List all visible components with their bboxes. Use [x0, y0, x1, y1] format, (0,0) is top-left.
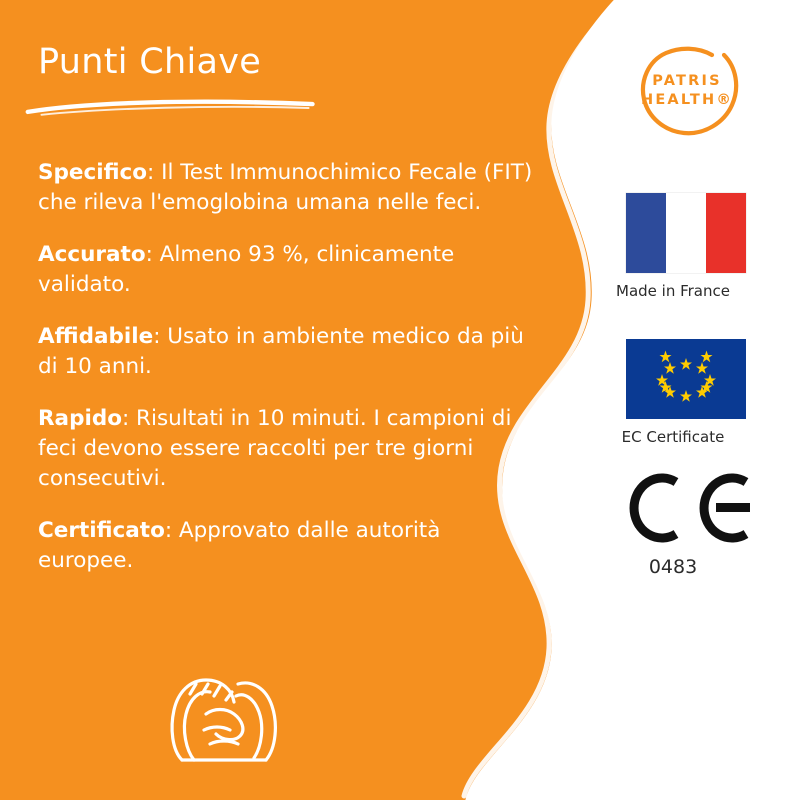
france-flag-icon	[626, 193, 746, 273]
bullet-text: : Risultati in 10 minuti. I campioni di feci devono essere raccolti per tre giorni consecutivi.	[38, 406, 512, 491]
bullet-label: Accurato	[38, 242, 146, 267]
page-title: Punti Chiave	[38, 42, 262, 82]
logo-line-1: PATRIS	[652, 73, 722, 89]
flag-stripe-white	[666, 193, 706, 273]
bullet-label: Certificato	[38, 518, 165, 543]
logo-line-2: HEALTH	[640, 92, 717, 108]
list-item	[38, 158, 538, 218]
title-underline-brushstroke	[20, 96, 332, 118]
made-in-france-caption: Made in France	[616, 282, 730, 300]
registered-mark: ®	[716, 92, 734, 108]
logo-wordmark	[610, 72, 764, 110]
bullet-text: : Il Test Immunochimico Fecale (FIT) che rileva l'emoglobina umana nelle feci.	[38, 160, 533, 215]
bullet-text: : Usato in ambiente medico da più di 10 anni.	[38, 324, 524, 379]
certification-badges-column	[600, 0, 800, 800]
flag-stripe-red	[706, 193, 746, 273]
ec-certificate-caption: EC Certificate	[621, 428, 725, 446]
bullet-text: : Almeno 93 %, clinicamente validato.	[38, 242, 455, 297]
list-item	[38, 322, 538, 382]
eu-flag-icon	[626, 339, 746, 419]
list-item	[38, 516, 538, 576]
bullet-label: Affidabile	[38, 324, 154, 349]
ce-mark-icon	[624, 470, 754, 546]
bullet-text: : Approvato dalle autorità europee.	[38, 518, 441, 573]
patris-health-logo	[610, 30, 790, 160]
list-item	[38, 404, 538, 494]
intestine-icon	[160, 668, 290, 768]
bullet-label: Rapido	[38, 406, 122, 431]
eu-stars	[626, 339, 746, 419]
key-points-list	[38, 158, 538, 598]
bullet-label: Specifico	[38, 160, 148, 185]
notified-body-number: 0483	[648, 556, 698, 578]
list-item	[38, 240, 538, 300]
flag-stripe-blue	[626, 193, 666, 273]
